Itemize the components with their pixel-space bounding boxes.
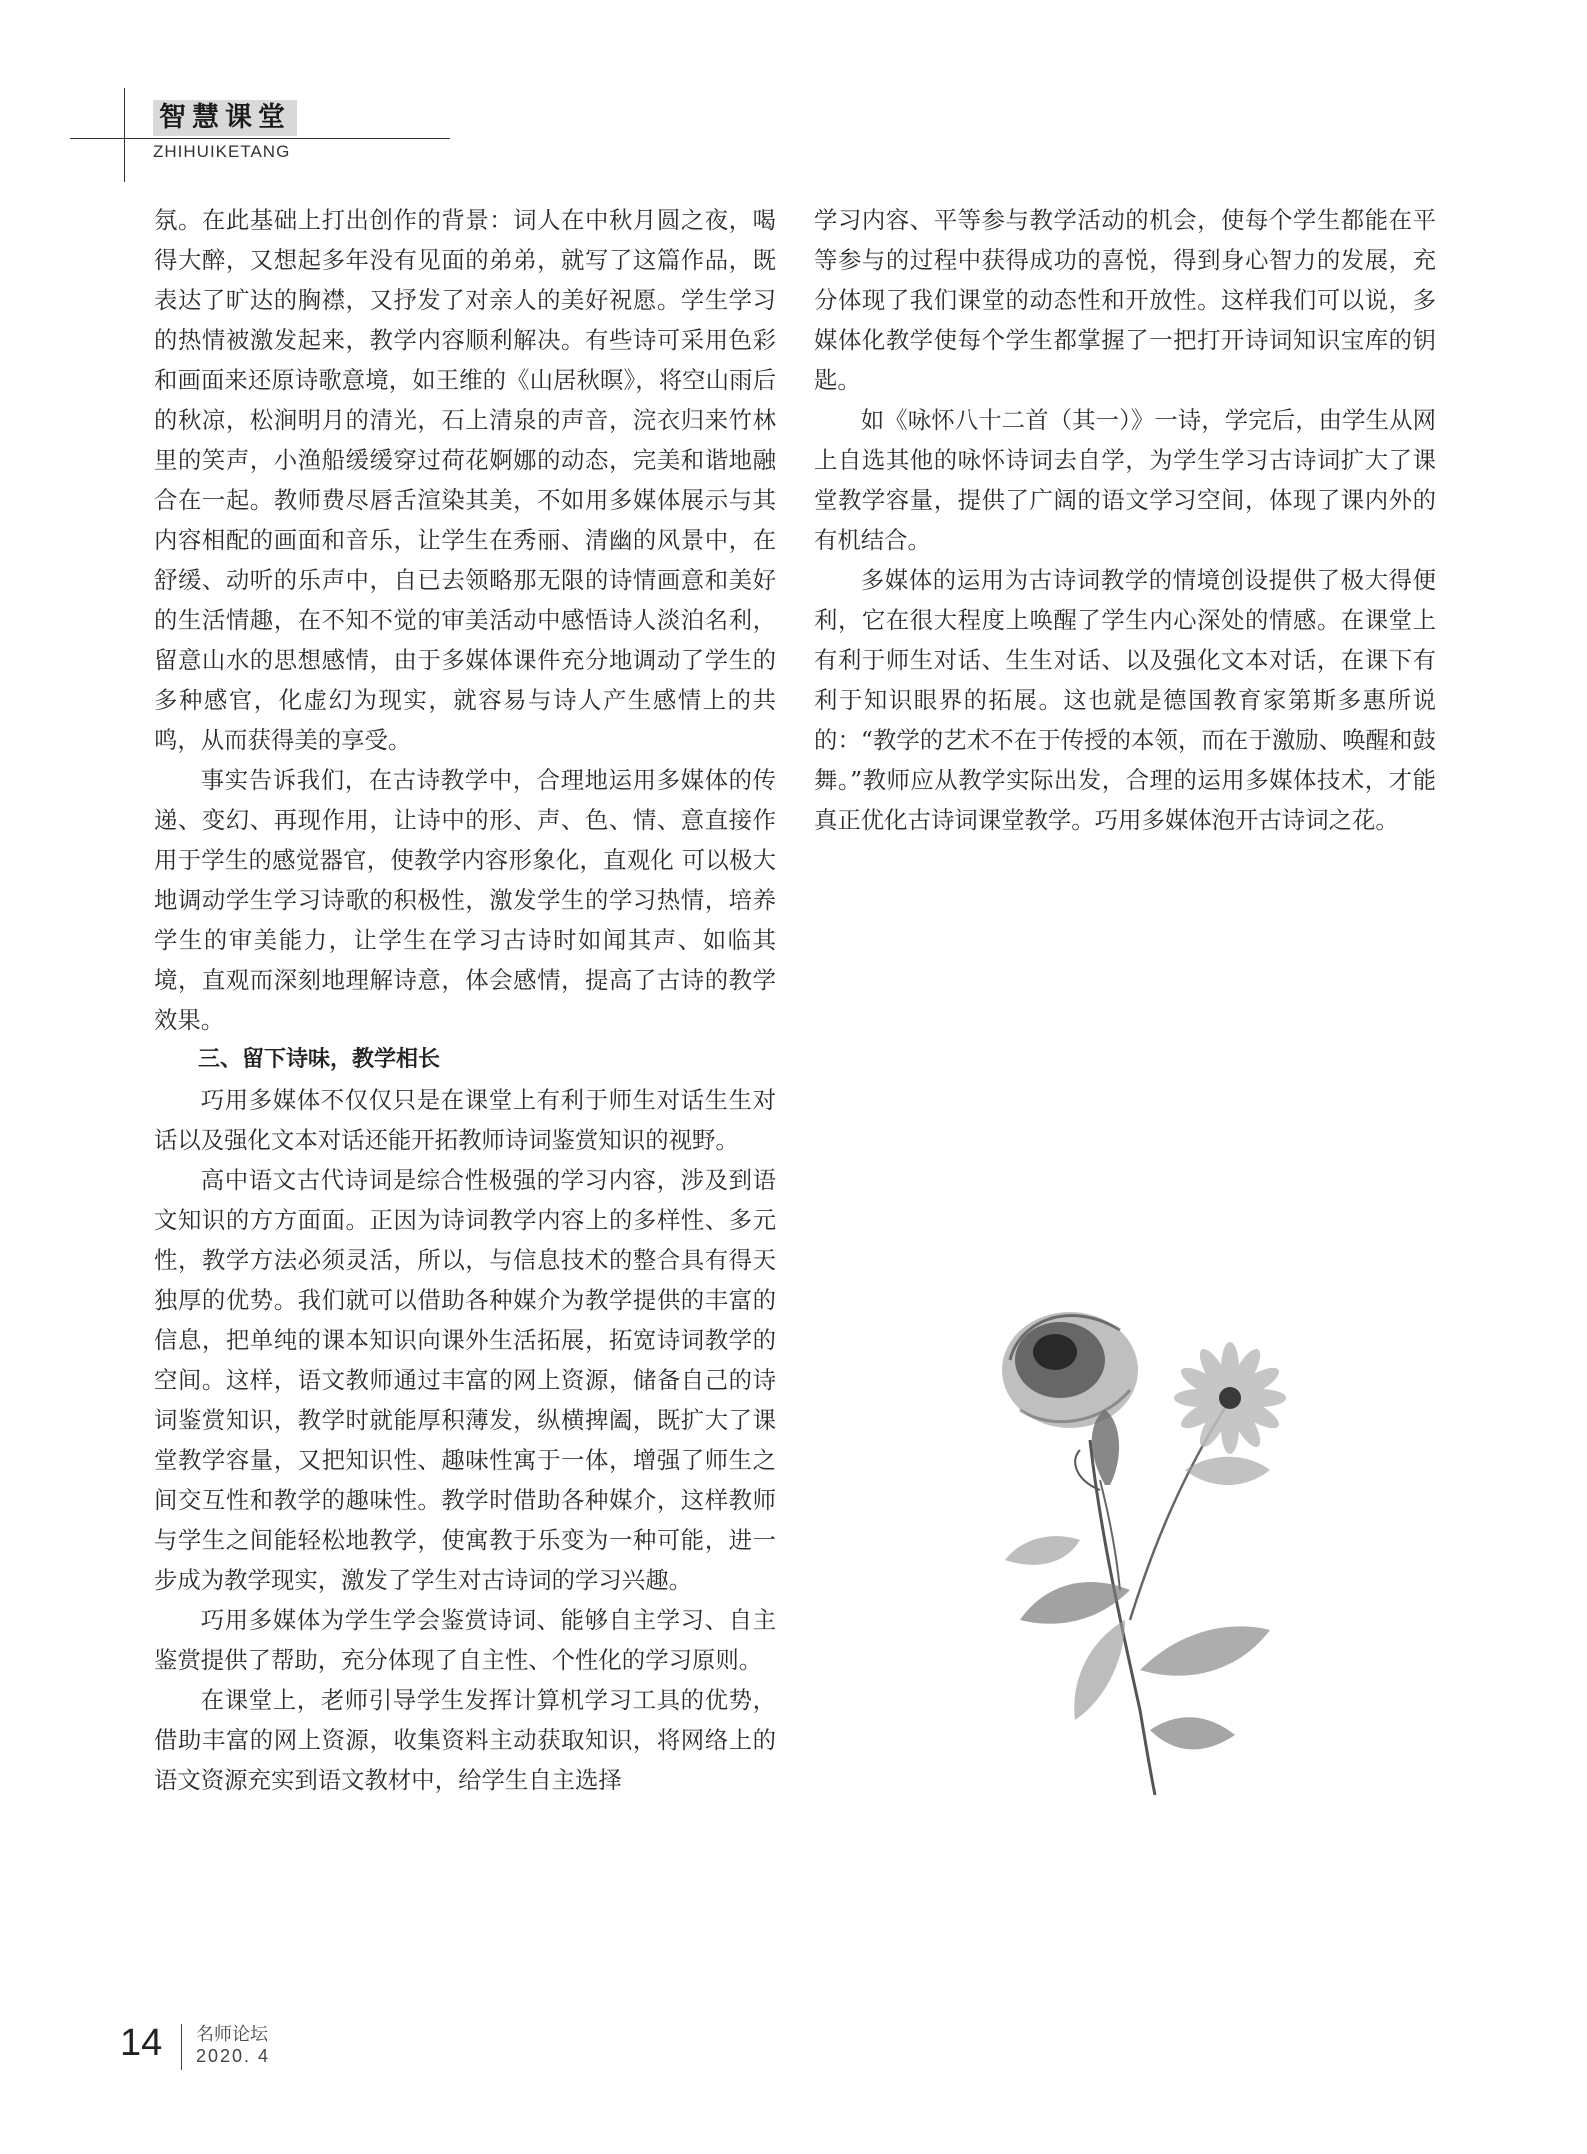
header-horizontal-rule: [70, 138, 450, 139]
section-heading: 三、留下诗味，教学相长: [198, 1047, 441, 1072]
ink-flower-illustration-icon: [980, 1290, 1320, 1810]
page-number: 14: [120, 2022, 163, 2064]
right-column: [814, 200, 1436, 840]
issue-date: 2020. 4: [196, 2046, 271, 2066]
paragraph: 巧用多媒体不仅仅只是在课堂上有利于师生对话生生对话以及强化文本对话还能开拓教师诗词鉴赏知识的视野。: [154, 1086, 776, 1154]
magazine-name: 名师论坛: [196, 2024, 268, 2045]
header-vertical-rule: [124, 88, 125, 182]
paragraph: 氛。在此基础上打出创作的背景：词人在中秋月圆之夜，喝得大醉，又想起多年没有见面的弟弟，就写了这篇作品，既表达了旷达的胸襟，又抒发了对亲人的美好祝愿。学生学习的热情被激发起来，教学内容顺利解决。有些诗可采用色彩和画面来还原诗歌意境，如王维的《山居秋暝》，将空山雨后的秋凉，松涧明月的清光，石上清泉的声音，浣衣归来竹林里的笑声，小渔船缓缓穿过荷花婀娜的动态，完美和谐地融合在一起。教师费尽唇舌渲染其美，不如用多媒体展示与其内容相配的画面和音乐，让学生在秀丽、清幽的风景中，在舒缓、动听的乐声中，自已去领略那无限的诗情画意和美好的生活情趣，在不知不觉的审美活动中感悟诗人淡泊名利，留意山水的思想感情，由于多媒体课件充分地调动了学生的多种感官，化虚幻为现实，就容易与诗人产生感情上的共鸣，从而获得美的享受。: [154, 206, 776, 754]
paragraph: 学习内容、平等参与教学活动的机会，使每个学生都能在平等参与的过程中获得成功的喜悦，得到身心智力的发展，充分体现了我们课堂的动态性和开放性。这样我们可以说，多媒体化教学使每个学生都掌握了一把打开诗词知识宝库的钥匙。: [814, 206, 1436, 394]
paragraph: 在课堂上，老师引导学生发挥计算机学习工具的优势，借助丰富的网上资源，收集资料主动获取知识，将网络上的语文资源充实到语文教材中，给学生自主选择: [154, 1686, 776, 1794]
left-column: [154, 200, 776, 1800]
paragraph: 如《咏怀八十二首（其一）》一诗，学完后，由学生从网上自选其他的咏怀诗词去自学，为学生学习古诗词扩大了课堂教学容量，提供了广阔的语文学习空间，体现了课内外的有机结合。: [814, 406, 1436, 554]
section-subtitle: ZHIHUIKETANG: [153, 142, 291, 161]
section-title: 智慧课堂: [153, 100, 297, 136]
paragraph: 多媒体的运用为古诗词教学的情境创设提供了极大得便利，它在很大程度上唤醒了学生内心深处的情感。在课堂上有利于师生对话、生生对话、以及强化文本对话，在课下有利于知识眼界的拓展。这也就是德国教育家第斯多惠所说的：“教学的艺术不在于传授的本领，而在于激励、唤醒和鼓舞。”教师应从教学实际出发，合理的运用多媒体技术，才能真正优化古诗词课堂教学。巧用多媒体泡开古诗词之花。: [814, 566, 1436, 834]
paragraph: 高中语文古代诗词是综合性极强的学习内容，涉及到语文知识的方方面面。正因为诗词教学内容上的多样性、多元性，教学方法必须灵活，所以，与信息技术的整合具有得天独厚的优势。我们就可以借助各种媒介为教学提供的丰富的信息，把单纯的课本知识向课外生活拓展，拓宽诗词教学的空间。这样，语文教师通过丰富的网上资源，储备自己的诗词鉴赏知识，教学时就能厚积薄发，纵横捭阖，既扩大了课堂教学容量，又把知识性、趣味性寓于一体，增强了师生之间交互性和教学的趣味性。教学时借助各种媒介，这样教师与学生之间能轻松地教学，使寓教于乐变为一种可能，进一步成为教学现实，激发了学生对古诗词的学习兴趣。: [154, 1166, 776, 1594]
paragraph: 巧用多媒体为学生学会鉴赏诗词、能够自主学习、自主鉴赏提供了帮助，充分体现了自主性、个性化的学习原则。: [154, 1606, 776, 1674]
footer-divider: [181, 2024, 182, 2070]
paragraph: 事实告诉我们，在古诗教学中，合理地运用多媒体的传递、变幻、再现作用，让诗中的形、声、色、情、意直接作用于学生的感觉器官，使教学内容形象化，直观化 可以极大地调动学生学习诗歌的积极性，激发学生的学习热情，培养学生的审美能力，让学生在学习古诗时如闻其声、如临其境，直观而深刻地理解诗意，体会感情，提高了古诗的教学效果。: [154, 766, 776, 1034]
